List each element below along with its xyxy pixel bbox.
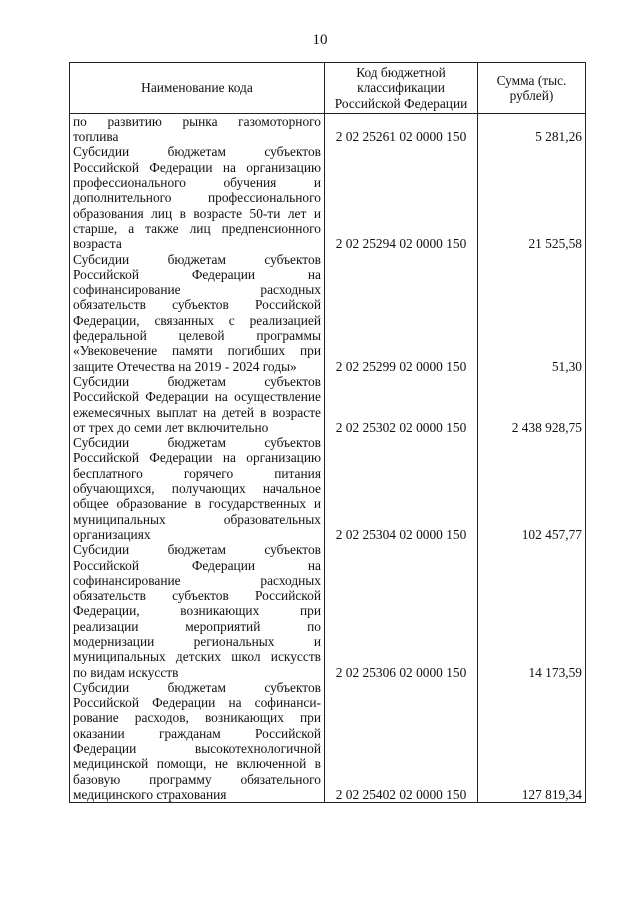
row-name-line: защите Отечества на 2019 - 2024 годы» xyxy=(73,358,297,374)
row-name-line: Субсидии бюджетам субъектов xyxy=(73,679,321,695)
row-sum-cell: 2 438 928,75 xyxy=(478,374,586,435)
row-name-cell xyxy=(70,252,325,374)
row-name-line: Российской Федерации на xyxy=(73,266,321,282)
row-name-line: Субсидии бюджетам субъектов xyxy=(73,435,321,451)
row-name-line: Российской Федерации на организацию xyxy=(73,450,321,466)
row-name-line: профессионального обучения и xyxy=(73,175,321,191)
row-name-line: софинансирование расходных xyxy=(73,282,321,298)
row-code-cell: 2 02 25299 02 0000 150 xyxy=(325,252,478,374)
row-code-cell: 2 02 25402 02 0000 150 xyxy=(325,680,478,803)
row-name-line: обязательств субъектов Российской xyxy=(73,297,321,313)
row-name-line: Субсидии бюджетам субъектов xyxy=(73,542,321,558)
row-name-cell xyxy=(70,113,325,144)
row-code-cell: 2 02 25302 02 0000 150 xyxy=(325,374,478,435)
row-sum-cell: 21 525,58 xyxy=(478,144,586,251)
row-name-line: софинансирование расходных xyxy=(73,572,321,588)
row-name-line: Российской Федерации на осуществление xyxy=(73,389,321,405)
row-name-line: обучающихся, получающих начальное xyxy=(73,481,321,497)
row-name-line: обязательств субъектов Российской xyxy=(73,588,321,604)
row-code-cell: 2 02 25294 02 0000 150 xyxy=(325,144,478,251)
row-name-line: Субсидии бюджетам субъектов xyxy=(73,144,321,160)
row-name-line: «Увековечение памяти погибших при xyxy=(73,343,321,359)
row-name-line: медицинского страхования xyxy=(73,786,227,802)
row-sum-cell: 51,30 xyxy=(478,252,586,374)
table-row xyxy=(70,113,586,144)
row-sum-cell: 14 173,59 xyxy=(478,542,586,680)
header-name: Наименование кода xyxy=(70,63,325,114)
row-name-cell xyxy=(70,542,325,680)
row-name-line: Российской Федерации на софинанси- xyxy=(73,695,321,711)
row-name-line: рование расходов, возникающих при xyxy=(73,710,321,726)
row-name-line: федеральной целевой программы xyxy=(73,328,321,344)
row-name-line: Российской Федерации на xyxy=(73,557,321,573)
row-name-cell xyxy=(70,435,325,542)
row-name-line: модернизации региональных и xyxy=(73,633,321,649)
row-name-line: по развитию рынка газомоторного xyxy=(73,113,321,129)
table-row xyxy=(70,144,586,251)
table-row xyxy=(70,680,586,803)
table-row xyxy=(70,542,586,680)
row-name-line: Субсидии бюджетам субъектов xyxy=(73,373,321,389)
row-name-line: Федерации, возникающих при xyxy=(73,603,321,619)
table-row xyxy=(70,252,586,374)
row-name-line: Субсидии бюджетам субъектов xyxy=(73,251,321,267)
row-sum-cell: 5 281,26 xyxy=(478,113,586,144)
row-name-line: дополнительного профессионального xyxy=(73,190,321,206)
row-name-line: возраста xyxy=(73,236,122,252)
budget-table xyxy=(69,62,586,803)
table-row xyxy=(70,374,586,435)
table-row xyxy=(70,435,586,542)
row-name-line: топлива xyxy=(73,129,119,145)
header-code: Код бюджетной классификации Российской Федерации xyxy=(325,63,478,114)
row-name-line: оказании гражданам Российской xyxy=(73,725,321,741)
row-name-cell xyxy=(70,680,325,803)
header-sum: Сумма (тыс. рублей) xyxy=(478,63,586,114)
row-name-line: общее образование в государственных и xyxy=(73,496,321,512)
row-code-cell: 2 02 25306 02 0000 150 xyxy=(325,542,478,680)
row-code-cell: 2 02 25261 02 0000 150 xyxy=(325,113,478,144)
page-number: 10 xyxy=(312,32,328,48)
row-name-cell xyxy=(70,144,325,251)
row-name-line: бесплатного горячего питания xyxy=(73,465,321,481)
row-name-line: Федерации, связанных с реализацией xyxy=(73,312,321,328)
row-name-line: Федерации высокотехнологичной xyxy=(73,741,321,757)
row-name-line: образования лиц в возрасте 50-ти лет и xyxy=(73,205,321,221)
row-name-line: реализации мероприятий по xyxy=(73,618,321,634)
row-sum-cell: 127 819,34 xyxy=(478,680,586,803)
row-name-line: по видам искусств xyxy=(73,664,179,680)
row-name-line: старше, а также лиц предпенсионного xyxy=(73,220,321,236)
row-name-line: муниципальных образовательных xyxy=(73,511,321,527)
row-name-cell xyxy=(70,374,325,435)
row-name-line: медицинской помощи, не включенной в xyxy=(73,756,321,772)
row-name-line: ежемесячных выплат на детей в возрасте xyxy=(73,404,321,420)
row-name-line: организациях xyxy=(73,526,151,542)
row-name-line: от трех до семи лет включительно xyxy=(73,419,269,435)
row-sum-cell: 102 457,77 xyxy=(478,435,586,542)
table-header-row xyxy=(70,63,586,114)
row-code-cell: 2 02 25304 02 0000 150 xyxy=(325,435,478,542)
row-name-line: базовую программу обязательного xyxy=(73,771,321,787)
row-name-line: Российской Федерации на организацию xyxy=(73,159,321,175)
row-name-line: муниципальных детских школ искусств xyxy=(73,649,321,665)
